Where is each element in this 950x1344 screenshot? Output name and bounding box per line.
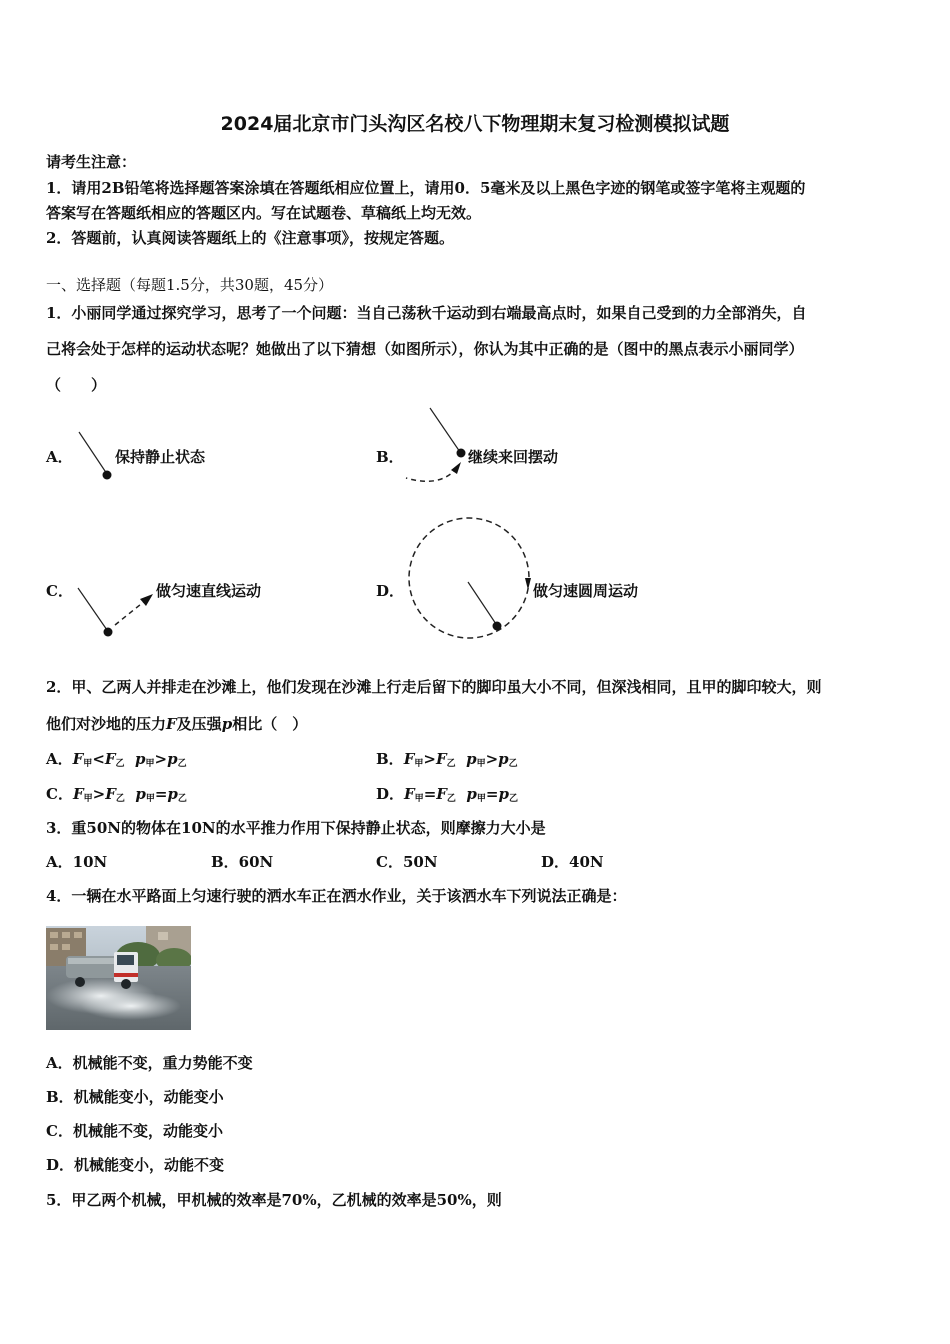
q1-option-b-letter: B． — [376, 448, 404, 466]
q2-option-c: C．$F_甲>F_乙$ $p_甲=p_乙$ — [46, 785, 187, 804]
q3-option-b: B．60N — [211, 853, 274, 871]
q2-option-b: B．$F_甲>F_乙$ $p_甲>p_乙$ — [376, 750, 518, 769]
notice-line-3: 2．答题前，认真阅读答题纸上的《注意事项》，按规定答题。 — [46, 229, 454, 247]
q1-option-b-text: 继续来回摆动 — [468, 448, 559, 466]
q1-stem-line-1: 1．小丽同学通过探究学习，思考了一个问题：当自己荡秋千运动到右端最高点时，如果自己受到的力全部消失，自 — [46, 304, 807, 322]
q4-option-c: C．机械能不变，动能变小 — [46, 1122, 223, 1140]
q1-option-d-text: 做匀速圆周运动 — [533, 582, 639, 600]
notice-line-2: 答案写在答题纸相应的答题区内。写在试题卷、草稿纸上均无效。 — [46, 204, 482, 222]
sprinkler-truck-photo — [46, 926, 191, 1030]
q1-figure-b — [406, 408, 466, 481]
q1-stem-line-2: 己将会处于怎样的运动状态呢？她做出了以下猜想（如图所示），你认为其中正确的是（图中的黑点表示小丽同学） — [46, 340, 804, 358]
q1-option-a-text: 保持静止状态 — [115, 448, 206, 466]
q1-option-c-text: 做匀速直线运动 — [156, 582, 262, 600]
notice-line-1: 1．请用2B铅笔将选择题答案涂填在答题纸相应位置上，请用0．5毫米及以上黑色字迹的钢笔或签字笔将主观题的 — [46, 179, 806, 197]
q4-option-b: B．机械能变小，动能变小 — [46, 1088, 224, 1106]
q2-option-a: A．$F_甲<F_乙$ $p_甲>p_乙$ — [46, 750, 187, 769]
q1-figure-c — [78, 588, 153, 637]
q2-option-d: D．$F_甲=F_乙$ $p_甲=p_乙$ — [376, 785, 518, 804]
q4-stem: 4．一辆在水平路面上匀速行驶的洒水车正在洒水作业，关于该洒水车下列说法正确是： — [46, 887, 627, 905]
q2-stem-line-1: 2．甲、乙两人并排走在沙滩上，他们发现在沙滩上行走后留下的脚印虽大小不同，但深浅相同，且甲的脚印较大，则 — [46, 678, 822, 696]
q4-option-a: A．机械能不变，重力势能不变 — [46, 1054, 253, 1072]
q1-option-a-letter: A． — [46, 448, 73, 466]
q1-stem-line-3: （ ） — [46, 376, 107, 394]
q1-option-c-letter: C． — [46, 582, 73, 600]
q3-option-d: D．40N — [541, 853, 604, 871]
section-heading: 一、选择题（每题1.5分，共30题，45分） — [46, 276, 334, 294]
q3-option-c: C．50N — [376, 853, 438, 871]
q1-figure-d — [409, 518, 531, 638]
q3-stem: 3．重50N的物体在10N的水平推力作用下保持静止状态，则摩擦力大小是 — [46, 819, 546, 837]
q3-option-a: A．10N — [46, 853, 108, 871]
q2-stem-line-2: 他们对沙地的压力F及压强p相比（ ） — [46, 715, 308, 733]
q5-stem: 5．甲乙两个机械，甲机械的效率是70%，乙机械的效率是50%，则 — [46, 1191, 502, 1209]
page-title: 2024届北京市门头沟区名校八下物理期末复习检测模拟试题 — [220, 113, 730, 135]
q1-figure-a — [79, 432, 112, 480]
notice-heading: 请考生注意： — [46, 153, 137, 171]
q1-option-d-letter: D． — [376, 582, 405, 600]
q4-option-d: D．机械能变小，动能不变 — [46, 1156, 225, 1174]
